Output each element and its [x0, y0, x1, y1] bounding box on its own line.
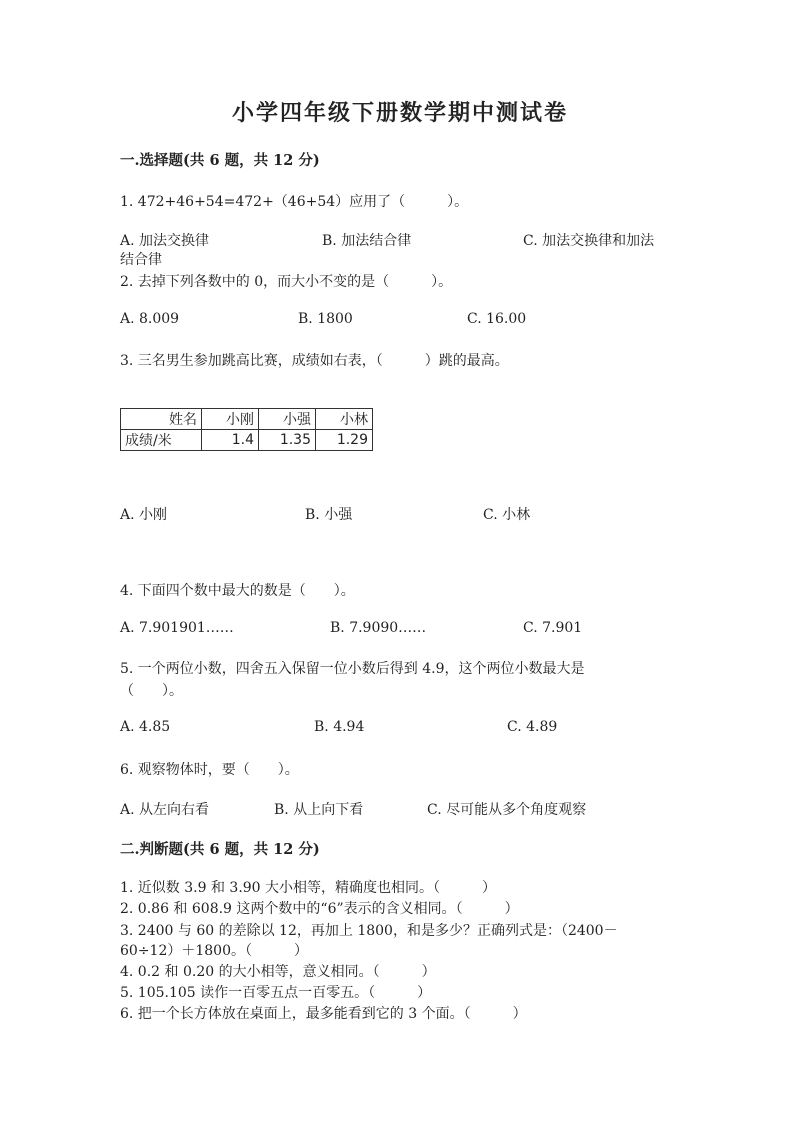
judgment-item-6: 6. 把一个长方体放在桌面上，最多能看到它的 3 个面。（ ） — [120, 1006, 527, 1022]
table-cell: 1.4 — [202, 430, 259, 451]
section-heading-judgment: 二.判断题(共 6 题，共 12 分) — [120, 841, 320, 858]
question-4: 4. 下面四个数中最大的数是（ ）。 — [120, 583, 355, 599]
option-4b: B. 7.9090…… — [330, 620, 427, 636]
question-5-line2: （ ）。 — [120, 683, 183, 699]
option-4c: C. 7.901 — [523, 620, 583, 636]
option-5c: C. 4.89 — [507, 719, 558, 735]
question-1: 1. 472+46+54=472+（46+54）应用了（ ）。 — [120, 194, 469, 210]
judgment-item-3-line1: 3. 2400 与 60 的差除以 12，再加上 1800，和是多少？正确列式是：（2400－ — [120, 923, 618, 939]
table-cell: 成绩/米 — [121, 430, 202, 451]
option-1b: B. 加法结合律 — [322, 233, 412, 249]
judgment-item-1: 1. 近似数 3.9 和 3.90 大小相等，精确度也相同。（ ） — [120, 880, 497, 896]
score-table — [120, 408, 373, 451]
option-3a: A. 小刚 — [120, 507, 168, 523]
option-1c-continuation: 结合律 — [120, 252, 162, 268]
question-6: 6. 观察物体时，要（ ）。 — [120, 762, 299, 778]
option-6b: B. 从上向下看 — [274, 802, 364, 818]
option-2a: A. 8.009 — [120, 311, 180, 327]
option-1c: C. 加法交换律和加法 — [523, 233, 655, 249]
option-1a: A. 加法交换律 — [120, 233, 210, 249]
option-2b: B. 1800 — [298, 311, 353, 327]
table-row — [121, 430, 373, 451]
option-6a: A. 从左向右看 — [120, 802, 210, 818]
table-cell: 1.29 — [316, 430, 373, 451]
option-5b: B. 4.94 — [314, 719, 365, 735]
question-5-line1: 5. 一个两位小数，四舍五入保留一位小数后得到 4.9，这个两位小数最大是 — [120, 661, 585, 677]
table-header-cell: 姓名 — [121, 409, 202, 430]
question-2: 2. 去掉下列各数中的 0，而大小不变的是（ ）。 — [120, 274, 453, 290]
table-header-cell: 小林 — [316, 409, 373, 430]
table-row — [121, 409, 373, 430]
table-header-cell: 小强 — [259, 409, 316, 430]
judgment-item-4: 4. 0.2 和 0.20 的大小相等，意义相同。（ ） — [120, 964, 436, 980]
option-6c: C. 尽可能从多个角度观察 — [427, 802, 587, 818]
table-cell: 1.35 — [259, 430, 316, 451]
judgment-item-2: 2. 0.86 和 608.9 这两个数中的“6”表示的含义相同。（ ） — [120, 901, 519, 917]
option-3c: C. 小林 — [483, 507, 531, 523]
section-heading-choice: 一.选择题(共 6 题，共 12 分) — [120, 152, 320, 169]
table-header-cell: 小刚 — [202, 409, 259, 430]
option-3b: B. 小强 — [305, 507, 353, 523]
judgment-item-5: 5. 105.105 读作一百零五点一百零五。（ ） — [120, 985, 432, 1001]
question-3: 3. 三名男生参加跳高比赛，成绩如右表，（ ）跳的最高。 — [120, 353, 509, 369]
page-title: 小学四年级下册数学期中测试卷 — [231, 100, 568, 126]
option-2c: C. 16.00 — [467, 311, 527, 327]
option-4a: A. 7.901901…… — [120, 620, 234, 636]
option-5a: A. 4.85 — [120, 719, 171, 735]
judgment-item-3-line2: 60÷12）＋1800。（ ） — [120, 943, 308, 959]
